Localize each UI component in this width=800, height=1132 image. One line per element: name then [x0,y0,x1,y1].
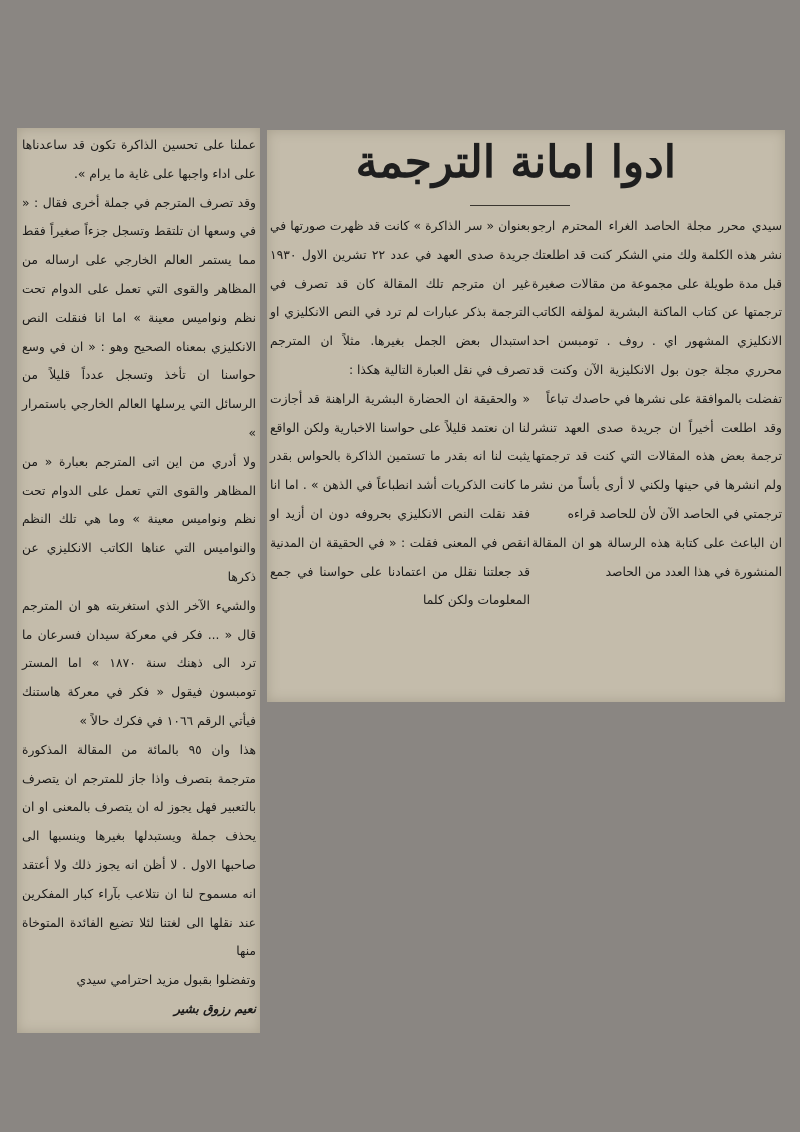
paragraph: سيدي محرر مجلة الحاصد الغراء المحترم ارجو نشر هذه الكلمة ولك مني الشكر كنت قد اطلعتك قبل مدة طويلة على مجموعة من مقالات صغيرة ترجمتها عن كتاب الماكنة البشرية لمؤلفه الكاتب الانكليزي المشهور اي . روف . تومبسن احد محرري مجلة جون بول الانكليزية الآن وكنت قد تفضلت بالموافقة على نشرها في حاصدك تباعاً [532,219,782,406]
left-text-column [22,131,256,1024]
paragraph: هذا وان ٩٥ بالمائة من المقالة المذكورة مترجمة بتصرف واذا جاز للمترجم ان يتصرف بالتعبير فهل يجوز له ان يتصرف بالمعنى او ان يحذف جملة ويستبدلها بغيرها وينسبها الى صاحبها الاول . لا أظن انه يجوز ذلك ولا أعتقد انه مسموح لنا ان نتلاعب بآراء كبار المفكرين عند نقلها الى لغتنا لئلا تضيع الفائدة المتوخاة منها [22,742,257,959]
paragraph: « والحقيقة ان الحضارة البشرية الراهنة قد أجازت لنا ان نعتمد قليلاً على حواسنا الاخبارية ولكن الواقع يثبت لنا انه بقدر ما تستمين الذاكرة بالحواس بقدر ما كانت الذكريات أشد انطباعاً في الذهن » . اما انا فقد نقلت النص الانكليزي بحروفه دون ان أزيد او انقص في المعنى فقلت : « في الحقيقة ان المدنية قد جعلتنا نقلل من اعتمادنا على حواسنا في جمع المعلومات ولكن كلما [270,391,530,608]
paragraph: ولا أدري من اين اتى المترجم بعبارة « من المظاهر والقوى التي تعمل على الدوام تحت نظم ونواميس معينة » وما هي تلك النظم والنواميس التي عناها الكاتب الانكليزي عن ذكرها [22,454,256,584]
closing-line: وتفضلوا بقبول مزيد احترامي سيدي [76,973,256,988]
paragraph: وقد اطلعت أخيراً ان جريدة صدى العهد تنشر ترجمة بعض هذه المقالات التي كنت قد ترجمتها ولم انشرها في حينها ولكني لا أرى بأساً من نشر ترجمتي في الحاصد الآن لأن للحاصد قراءه [532,420,782,521]
title-divider [470,205,570,206]
right-text-column [532,212,782,586]
article-title: ادوا امانة الترجمة [355,137,676,188]
paragraph: وقد تصرف المترجم في جملة أخرى فقال : « في وسعها ان تلتقط وتسجل جزءاً صغيراً فقط مما يستمر العالم الخارجي على ارساله من المظاهر والقوى التي تعمل على الدوام تحت نظم ونواميس معينة » اما انا فنقلت النص الانكليزي بمعناه الصحيح وهو : « ان في وسع حواسنا ان تأخذ وتسجل عدداً قليلاً من الرسائل التي يرسلها العالم الخارجي باستمرار » [22,195,256,440]
paragraph: والشيء الآخر الذي استغربته هو ان المترجم قال « ... فكر في معركة سيدان فسرعان ما ترد الى ذهنك سنة ١٨٧٠ » اما المستر تومبسون فيقول « فكر في معركة هاستنك فيأتي الرقم ١٠٦٦ في فكرك حالاً » [22,598,257,728]
paragraph: عملنا على تحسين الذاكرة تكون قد ساعدناها على اداء واجبها على غاية ما يرام ». [22,138,256,181]
middle-text-column [270,212,530,615]
paragraph: ان الباعث على كتابة هذه الرسالة هو ان المقالة المنشورة في هذا العدد من الحاصد [532,535,782,579]
author-signature: نعيم رزوق بشير [173,1001,256,1016]
paragraph: بعنوان « سر الذاكرة » كانت قد ظهرت صورتها في جريدة صدى العهد في عدد ٢٢ تشرين الاول ١٩٣٠ غير ان مترجم تلك المقالة كان قد تصرف في الترجمة بذكر عبارات لم ترد في النص الانكليزي او استبدال بعض الجمل بغيرها. مثلاً ان المترجم تصرف في نقل العبارة التالية هكذا : [270,219,530,377]
